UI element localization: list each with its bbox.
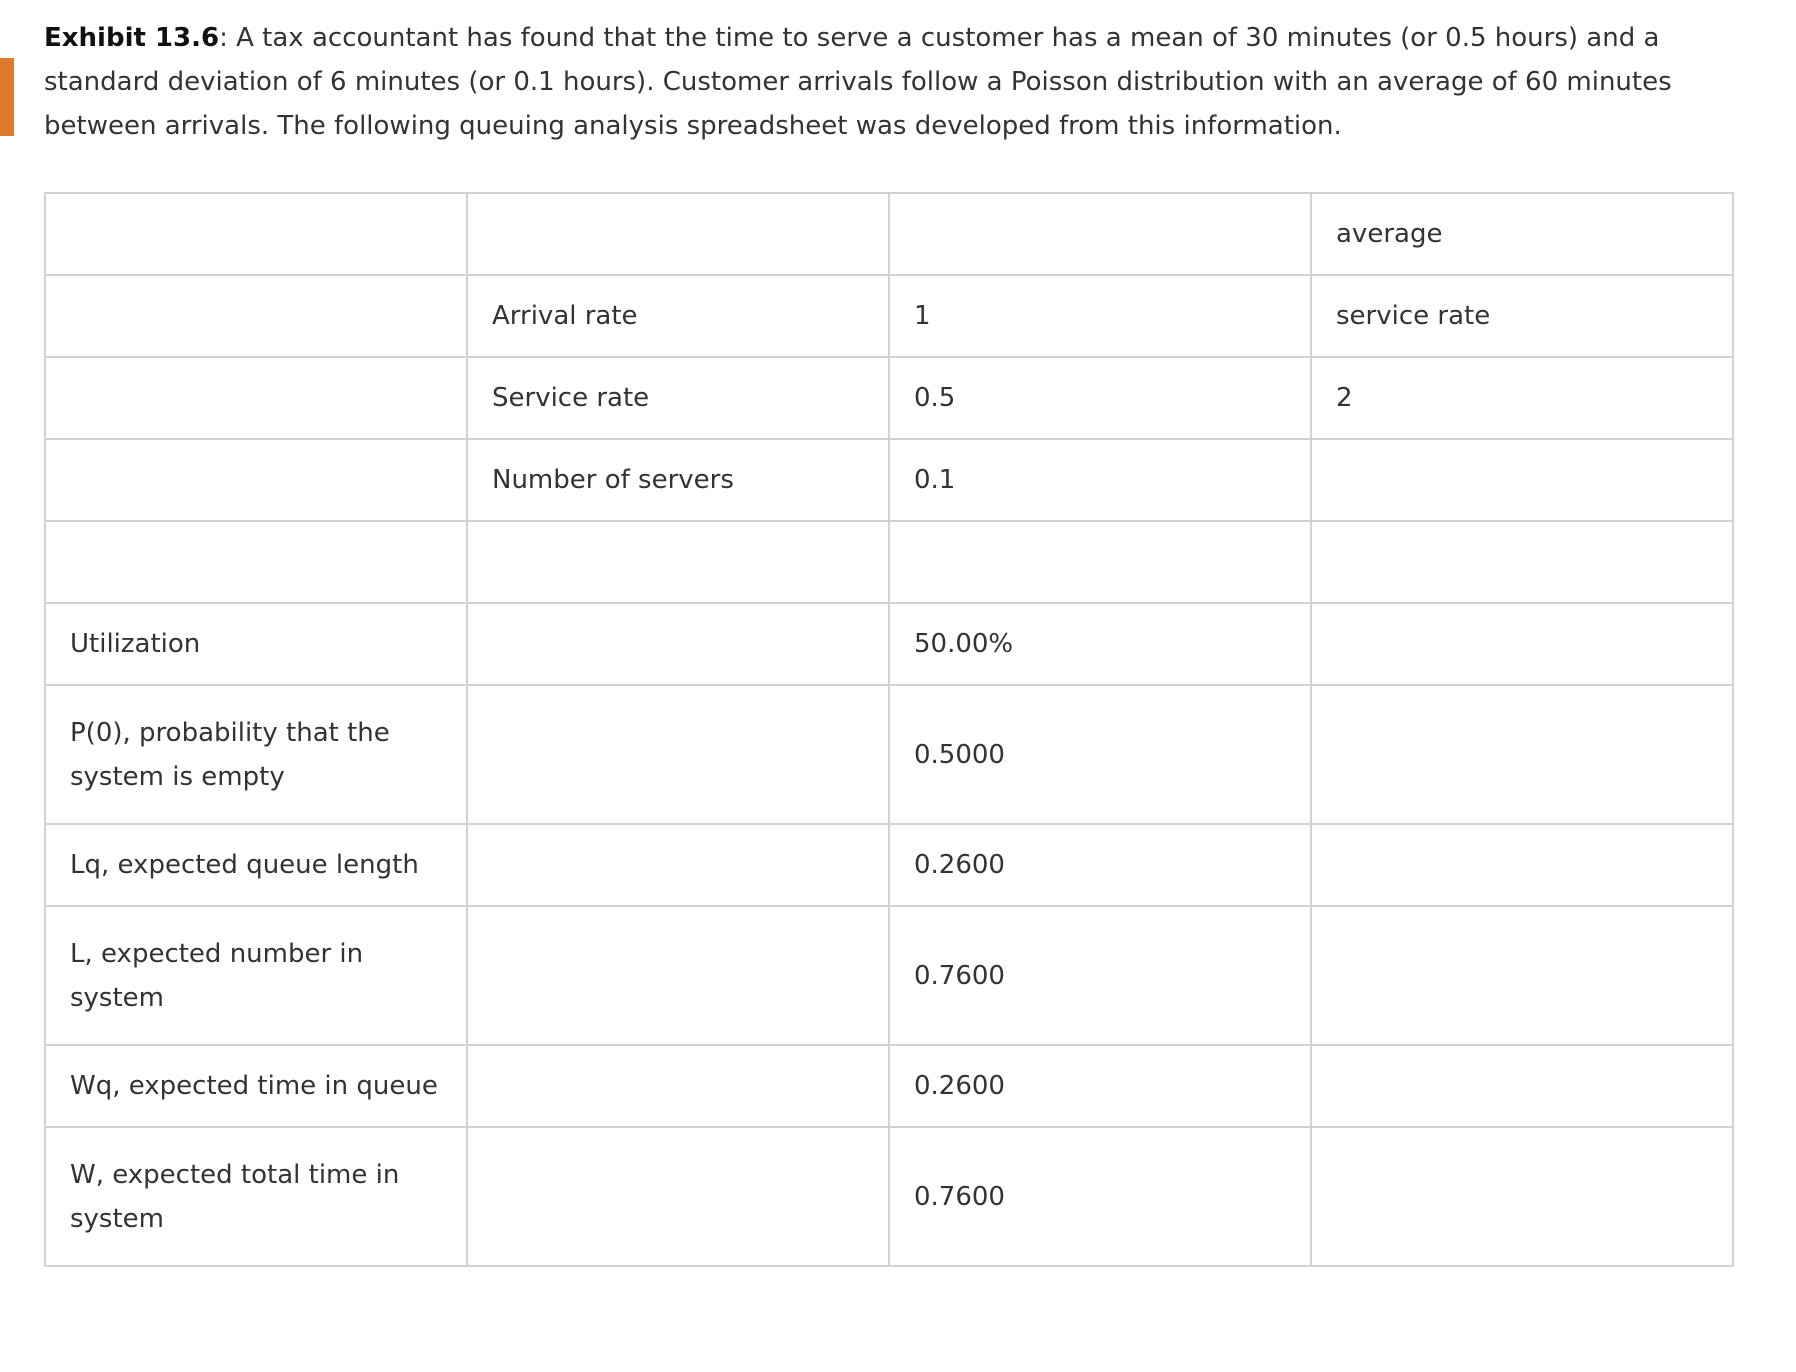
table-cell: 2 [1311, 357, 1733, 439]
accent-bar [0, 58, 14, 136]
table-cell [45, 275, 467, 357]
table-cell: 0.7600 [889, 1127, 1311, 1266]
exhibit-label: Exhibit 13.6 [44, 23, 220, 53]
table-cell: L, expected number in system [45, 906, 467, 1045]
table-row [45, 1127, 1733, 1266]
table-row [45, 1045, 1733, 1127]
table-cell: service rate [1311, 275, 1733, 357]
table-row [45, 906, 1733, 1045]
table-row [45, 603, 1733, 685]
table-cell [467, 603, 889, 685]
table-cell [889, 193, 1311, 275]
table-cell [467, 906, 889, 1045]
exhibit-description: : A tax accountant has found that the time to serve a customer has a mean of 30 minutes (or 0.5 hours) and a standard deviation of 6 minutes (or 0.1 hours). Customer arrivals follow a Poisson distribution with an average of 60 minutes between arrivals. The following queuing analysis spreadsheet was developed from this information. [44, 23, 1672, 141]
table-cell [1311, 685, 1733, 824]
table-cell: Arrival rate [467, 275, 889, 357]
table-cell: 0.5000 [889, 685, 1311, 824]
table-cell [45, 521, 467, 603]
table-cell: P(0), probability that the system is empty [45, 685, 467, 824]
exhibit-caption [44, 16, 1744, 148]
table-cell [1311, 439, 1733, 521]
table-row [45, 193, 1733, 275]
table-cell [1311, 1045, 1733, 1127]
table-row [45, 685, 1733, 824]
table-cell: Utilization [45, 603, 467, 685]
table-cell [467, 1127, 889, 1266]
queuing-analysis-table [44, 192, 1734, 1267]
table-cell: 0.1 [889, 439, 1311, 521]
table-cell: 50.00% [889, 603, 1311, 685]
table-cell [467, 521, 889, 603]
table-cell [1311, 906, 1733, 1045]
table-row [45, 439, 1733, 521]
table-cell [1311, 521, 1733, 603]
table-cell: 0.5 [889, 357, 1311, 439]
table-cell: average [1311, 193, 1733, 275]
table-cell [467, 824, 889, 906]
table-cell [45, 439, 467, 521]
table-cell: Wq, expected time in queue [45, 1045, 467, 1127]
table-cell: 1 [889, 275, 1311, 357]
table-cell [889, 521, 1311, 603]
table-row [45, 521, 1733, 603]
table-cell [45, 357, 467, 439]
table-cell [45, 193, 467, 275]
table-row [45, 357, 1733, 439]
table-cell [467, 193, 889, 275]
table-cell [467, 685, 889, 824]
table-row [45, 824, 1733, 906]
table-cell: Service rate [467, 357, 889, 439]
table-cell: W, expected total time in system [45, 1127, 467, 1266]
table-cell [467, 1045, 889, 1127]
table-row [45, 275, 1733, 357]
table-cell: Number of servers [467, 439, 889, 521]
table-cell: 0.7600 [889, 906, 1311, 1045]
table-cell: 0.2600 [889, 1045, 1311, 1127]
table-cell [1311, 603, 1733, 685]
table-cell: Lq, expected queue length [45, 824, 467, 906]
table-cell [1311, 824, 1733, 906]
table-cell [1311, 1127, 1733, 1266]
table-cell: 0.2600 [889, 824, 1311, 906]
